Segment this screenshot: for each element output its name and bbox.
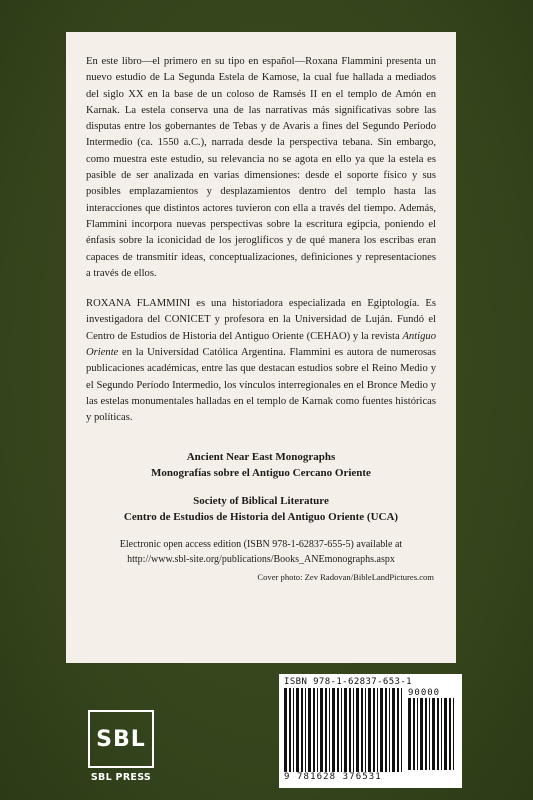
open-access-note [86, 537, 436, 567]
barcode-bar [425, 698, 427, 770]
barcode-bar [332, 688, 335, 772]
barcode-bar [320, 688, 323, 772]
series-title-en: Ancient Near East Monographs [186, 450, 336, 463]
barcode-bar [284, 688, 287, 772]
series-info [86, 449, 436, 481]
barcode-bar [301, 688, 303, 772]
barcode-bar [329, 688, 330, 772]
barcode-bar [325, 688, 327, 772]
barcode-bar [308, 688, 311, 772]
addon-barcode [408, 688, 454, 774]
barcode-bar [377, 688, 378, 772]
barcode-bar [432, 698, 435, 770]
barcode-bar [449, 698, 451, 770]
barcode-bar [289, 688, 291, 772]
barcode-bar [344, 688, 347, 772]
barcode-bar [389, 688, 390, 772]
journal-title: Antiguo Oriente [86, 330, 436, 359]
barcode-bar [361, 688, 363, 772]
ean-barcode-bars [284, 688, 402, 772]
barcode-bar [305, 688, 306, 772]
barcode-bar [341, 688, 342, 772]
isbn-barcode [279, 674, 462, 788]
book-description: En este libro—el primero en su tipo en español—Roxana Flammini presenta un nuevo estudio de La Segunda Estela de Kamose, la cual fue hallada a mediados del siglo XX en la base de un coloso de Ramsés II en el templo de Amón en Karnak. La estela conserva una de las narrativas más significativas sobre las disputas entre los gobernantes de Tebas y de Avaris a fines del Segundo Período Intermedio (ca. 1550 a.C.), narrada desde la perspectiva tebana. Sin embargo, como muestra este estudio, su relevancia no se agota en ello ya que la estela es pasible de ser analizada en varias dimensiones: desde el soporte físico y sus posibles emplazamientos y desplazamientos dentro del templo hasta las interacciones que distintos actores tuvieron con ella a través del tiempo. Además, Flammini incorpora nuevas perspectivas sobre la escritura egipcia, poniendo el énfasis sobre la iconicidad de los jeroglíficos y de qué manera los escribas eran capaces de transmitir ideas, conceptualizaciones, definiciones y representaciones a través de ellos. [86, 56, 436, 279]
barcode-bar [385, 688, 387, 772]
author-bio-part2: en la Universidad Católica Argentina. Flammini es autora de numerosas publicaciones académicas, entre las que destacan estudios sobre el Reino Medio y el Segundo Período Intermedio, los vínculos interregionales en el Bronce Medio y las estelas monumentales halladas en el templo de Karnak como fuentes históricas y políticas. [86, 347, 436, 424]
barcode-bar [293, 688, 294, 772]
author-bio [86, 296, 436, 426]
barcode-bar [317, 688, 318, 772]
open-access-url: http://www.sbl-site.org/publications/Books_ANEmonographs.aspx [127, 553, 395, 565]
author-bio-part1: ROXANA FLAMMINI es una historiadora especializada en Egiptología. Es investigadora del CONICET y profesora en la Universidad de Luján. Fundó el Centro de Estudios de Historia del Antiguo Oriente (CEHAO) y la revista [86, 298, 436, 342]
cover-photo-credit: Cover photo: Zev Radovan/BibleLandPictures.com [257, 571, 434, 582]
barcode-bar [429, 698, 430, 770]
sbl-logo-mark: SBL [88, 710, 154, 768]
barcode-bar [444, 698, 447, 770]
text-panel [66, 32, 456, 663]
barcode-bars-row [284, 688, 457, 774]
barcode-bar [453, 698, 454, 770]
open-access-isbn: Electronic open access edition (ISBN 978-1-62837-655-5) available at [119, 538, 403, 550]
barcode-bar [437, 698, 439, 770]
barcode-bar [356, 688, 359, 772]
publisher-name: Society of Biblical Literature [193, 494, 329, 507]
ean-digits: 9 781628 376531 [284, 772, 382, 782]
publisher-info [86, 493, 436, 525]
barcode-bar [368, 688, 371, 772]
barcode-bar [349, 688, 351, 772]
barcode-bar [365, 688, 366, 772]
barcode-bar [397, 688, 399, 772]
addon-digits: 90000 [408, 688, 441, 698]
co-publisher-name: Centro de Estudios de Historia del Antiguo Oriente (UCA) [123, 510, 399, 523]
barcode-bar [380, 688, 383, 772]
barcode-bar [408, 698, 411, 770]
barcode-bar [420, 698, 423, 770]
isbn-text: ISBN 978-1-62837-653-1 [284, 677, 413, 687]
series-title-es: Monografías sobre el Antiguo Cercano Oriente [151, 466, 371, 479]
barcode-bar [296, 688, 299, 772]
barcode-bar [401, 688, 402, 772]
barcode-bar [373, 688, 375, 772]
sbl-press-logo [88, 710, 154, 788]
barcode-bar [337, 688, 339, 772]
barcode-bar [413, 698, 415, 770]
barcode-bar [417, 698, 418, 770]
sbl-logo-label: SBL PRESS [90, 772, 152, 783]
addon-barcode-bars [408, 698, 454, 770]
barcode-bar [313, 688, 315, 772]
barcode-bar [392, 688, 395, 772]
barcode-bar [441, 698, 442, 770]
barcode-bar [353, 688, 354, 772]
